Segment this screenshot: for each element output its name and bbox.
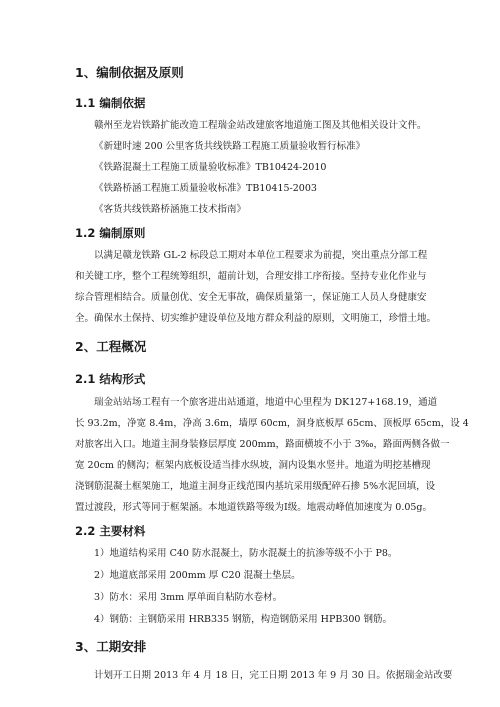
list-item: 3）防水：采用 3mm 厚单面自粘防水卷材。 (94, 592, 283, 603)
paragraph-line: 综合管理相结合。质量创优、安全无事故，确保质量第一，保证施工人员人身健康安 (75, 292, 427, 303)
paragraph-line: 计划开工日期 2013 年 4 月 18 日，完工日期 2013 年 9 月 30 日。依据瑞金站改要 (94, 670, 453, 681)
list-item: 4）钢筋：主钢筋采用 HRB335 钢筋，构造钢筋采用 HPB300 钢筋。 (94, 614, 392, 625)
list-item: 1）地道结构采用 C40 防水混凝土，防水混凝土的抗渗等级不小于 P8。 (94, 548, 398, 559)
paragraph-line: 赣州至龙岩铁路扩能改造工程瑞金站改建旅客地道施工图及其他相关设计文件。 (94, 120, 427, 131)
paragraph-line: 对旅客出入口。地道主洞身装修层厚度 200mm，路面横坡不小于 3‰，路面两侧各做一 (75, 439, 450, 450)
paragraph-line: 《铁路桥涵工程施工质量验收标准》TB10415-2003 (94, 183, 317, 194)
paragraph-line: 以满足赣龙铁路 GL-2 标段总工期对本单位工程要求为前提，突出重点分部工程 (94, 250, 428, 261)
paragraph-line: 浇钢筋混凝土框架施工，地道主洞身正线范围内基坑采用级配碎石掺 5%水泥回填，设 (75, 481, 436, 492)
paragraph-line: 《客货共线铁路桥涵施工技术指南》 (94, 204, 247, 215)
paragraph-line: 置过渡段，形式等同于框架涵。本地道铁路等级为Ⅰ级。地震动峰值加速度为 0.05g。 (75, 502, 433, 513)
section-1-2-heading: 1.2 编制原则 (75, 226, 146, 240)
paragraph-line: 全。确保水土保持、切实维护建设单位及地方群众利益的原则，文明施工，珍惜土地。 (75, 313, 437, 324)
paragraph-line: 宽 20cm 的侧沟；框架内底板设适当排水纵坡，洞内设集水竖井。地道为明挖基槽现 (75, 460, 431, 471)
section-1-heading: 1、编制依据及原则 (75, 65, 184, 80)
section-1-1-heading: 1.1 编制依据 (75, 96, 146, 110)
section-2-heading: 2、工程概况 (75, 339, 147, 354)
section-2-2-heading: 2.2 主要材料 (75, 524, 146, 538)
section-3-heading: 3、工期安排 (75, 639, 147, 654)
section-2-1-heading: 2.1 结构形式 (75, 372, 146, 386)
paragraph-line: 和关键工序，整个工程统筹组织，超前计划，合理安排工序衔接。坚持专业化作业与 (75, 271, 427, 282)
paragraph-line: 长 93.2m，净宽 8.4m，净高 3.6m，墙厚 60cm，洞身底板厚 65cm、顶板厚 65cm，设 4 (75, 418, 469, 429)
paragraph-line: 《新建时速 200 公里客货共线铁路工程施工质量验收暂行标准》 (94, 141, 366, 152)
paragraph-line: 《铁路混凝土工程施工质量验收标准》TB10424-2010 (94, 162, 327, 173)
paragraph-line: 瑞金站站场工程有一个旅客进出站通道，地道中心里程为 DK127+168.19，通道 (94, 397, 438, 408)
list-item: 2）地道底部采用 200mm 厚 C20 混凝土垫层。 (94, 570, 301, 581)
